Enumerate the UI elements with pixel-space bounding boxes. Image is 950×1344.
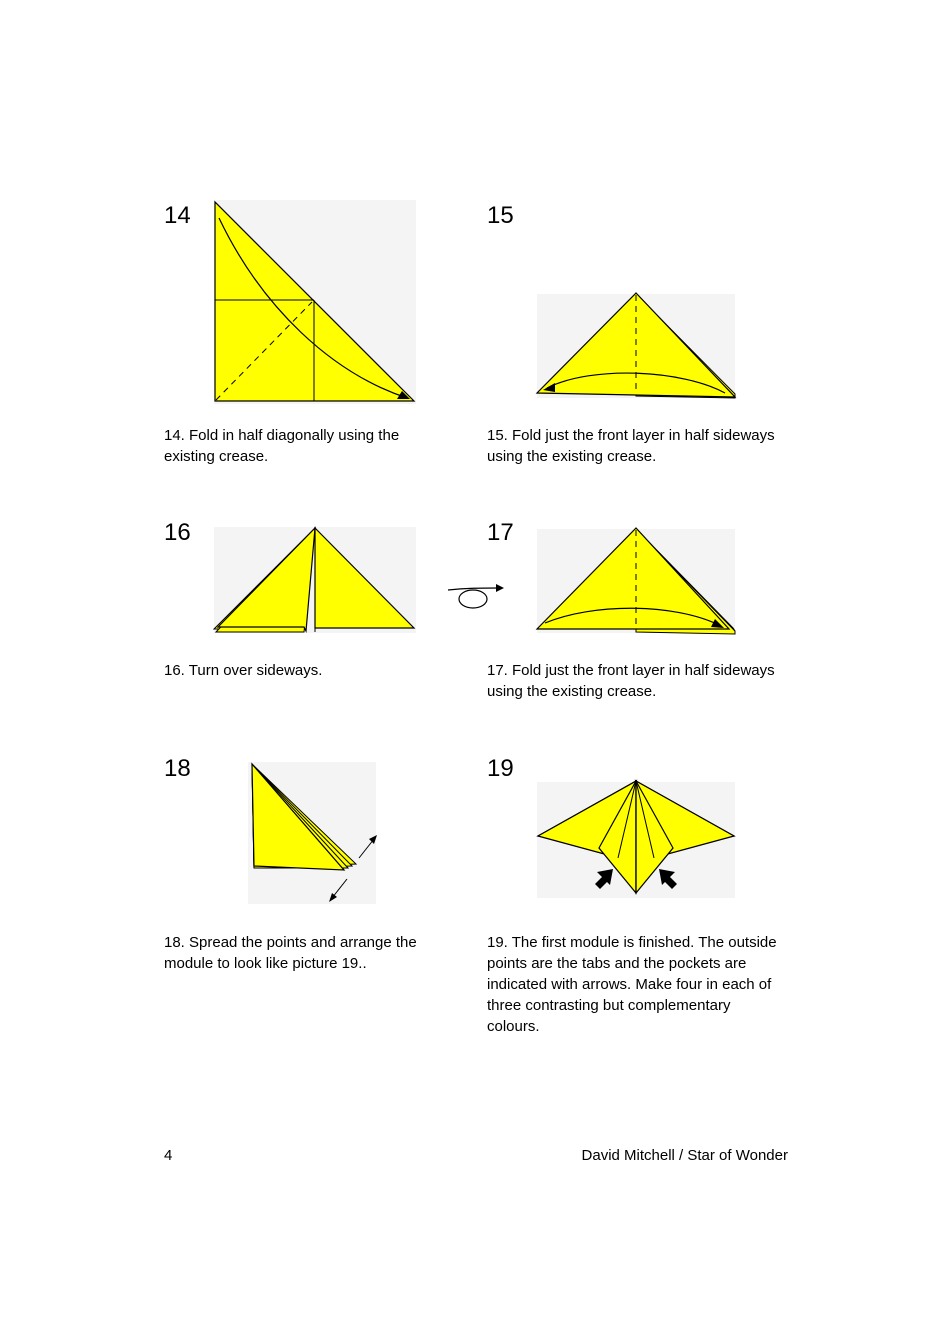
step-17-number: 17	[487, 519, 514, 546]
step-18-diagram	[246, 760, 380, 906]
step-16-caption: 16. Turn over sideways.	[164, 662, 323, 679]
step-17-diagram	[533, 525, 739, 637]
step-14-caption: 14. Fold in half diagonally using the existing crease.	[164, 427, 400, 465]
step-19-number: 19	[487, 755, 514, 782]
step-16-diagram	[212, 525, 418, 635]
page-number: 4	[164, 1147, 173, 1164]
step-17-caption: 17. Fold just the front layer in half sideways using the existing crease.	[487, 662, 775, 700]
footer-credit: David Mitchell / Star of Wonder	[581, 1147, 788, 1164]
step-19-diagram	[533, 778, 739, 900]
turn-over-icon	[446, 580, 508, 612]
step-18-caption: 18. Spread the points and arrange the module to look like picture 19..	[164, 934, 417, 972]
step-14-number: 14	[164, 202, 191, 229]
step-14-diagram	[212, 198, 418, 406]
step-19-caption: 19. The first module is finished. The outside points are the tabs and the pockets are indicated with arrows. Make four in each of three contrasting but complementary colours.	[487, 934, 777, 1035]
step-18-number: 18	[164, 755, 191, 782]
step-15-caption: 15. Fold just the front layer in half sideways using the existing crease.	[487, 427, 775, 465]
step-16-number: 16	[164, 519, 191, 546]
step-15-diagram	[533, 290, 739, 402]
step-15-number: 15	[487, 202, 514, 229]
